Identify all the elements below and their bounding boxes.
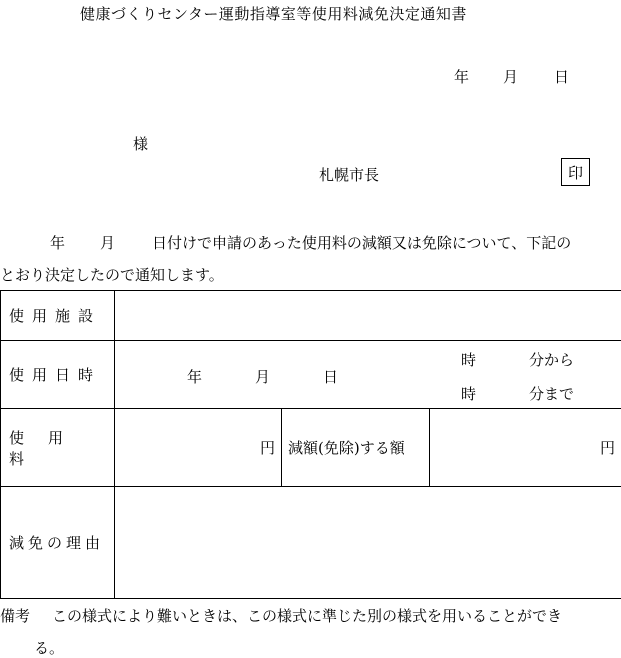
time-from-hour: 時 bbox=[461, 349, 476, 370]
datetime-year: 年 bbox=[187, 366, 202, 387]
reason-value-cell[interactable] bbox=[115, 487, 621, 599]
seal-label: 印 bbox=[568, 162, 583, 183]
row-facility bbox=[1, 291, 621, 341]
remark-line1: この様式により難いときは、この様式に準じた別の様式を用いることができ bbox=[52, 605, 562, 626]
time-to-min: 分まで bbox=[529, 383, 574, 404]
datetime-month: 月 bbox=[255, 366, 270, 387]
date-month-label: 月 bbox=[503, 66, 518, 87]
seal-box bbox=[561, 158, 590, 186]
body-month-label: 月 bbox=[100, 232, 115, 253]
document-title: 健康づくりセンター運動指導室等使用料減免決定通知書 bbox=[80, 3, 467, 24]
reason-label-cell bbox=[1, 487, 115, 599]
body-text-line2: とおり決定したので通知します。 bbox=[0, 264, 224, 285]
body-text-line1: 日付けで申請のあった使用料の減額又は免除について、下記の bbox=[152, 232, 571, 253]
reduction-value-cell[interactable] bbox=[430, 409, 621, 487]
facility-value-cell[interactable] bbox=[115, 291, 621, 341]
datetime-label-cell bbox=[1, 341, 115, 409]
addressee-suffix: 様 bbox=[133, 133, 148, 154]
date-year-label: 年 bbox=[454, 66, 469, 87]
date-day-label: 日 bbox=[554, 66, 569, 87]
row-fee bbox=[1, 409, 621, 487]
fee-value-cell[interactable] bbox=[115, 409, 282, 487]
row-datetime bbox=[1, 341, 621, 409]
fee-label-cell bbox=[1, 409, 115, 487]
datetime-value-cell[interactable] bbox=[115, 341, 621, 409]
usage-form-table bbox=[0, 290, 621, 599]
row-reason bbox=[1, 487, 621, 599]
datetime-day: 日 bbox=[323, 366, 338, 387]
facility-label-cell bbox=[1, 291, 115, 341]
remark-line2: る。 bbox=[34, 637, 64, 658]
facility-label: 使用施設 bbox=[9, 307, 101, 325]
datetime-label: 使用日時 bbox=[9, 366, 101, 384]
reduction-label-cell bbox=[282, 409, 430, 487]
remark-label: 備考 bbox=[0, 605, 30, 626]
issuer-name: 札幌市長 bbox=[319, 164, 379, 185]
time-to-hour: 時 bbox=[461, 383, 476, 404]
reduction-label: 減額(免除)する額 bbox=[288, 439, 405, 457]
reduction-unit: 円 bbox=[600, 439, 615, 457]
fee-label: 使用料 bbox=[9, 429, 87, 468]
body-year-label: 年 bbox=[50, 232, 65, 253]
time-from-min: 分から bbox=[529, 349, 574, 370]
fee-unit: 円 bbox=[260, 439, 275, 457]
reason-label: 減免の理由 bbox=[9, 534, 104, 552]
